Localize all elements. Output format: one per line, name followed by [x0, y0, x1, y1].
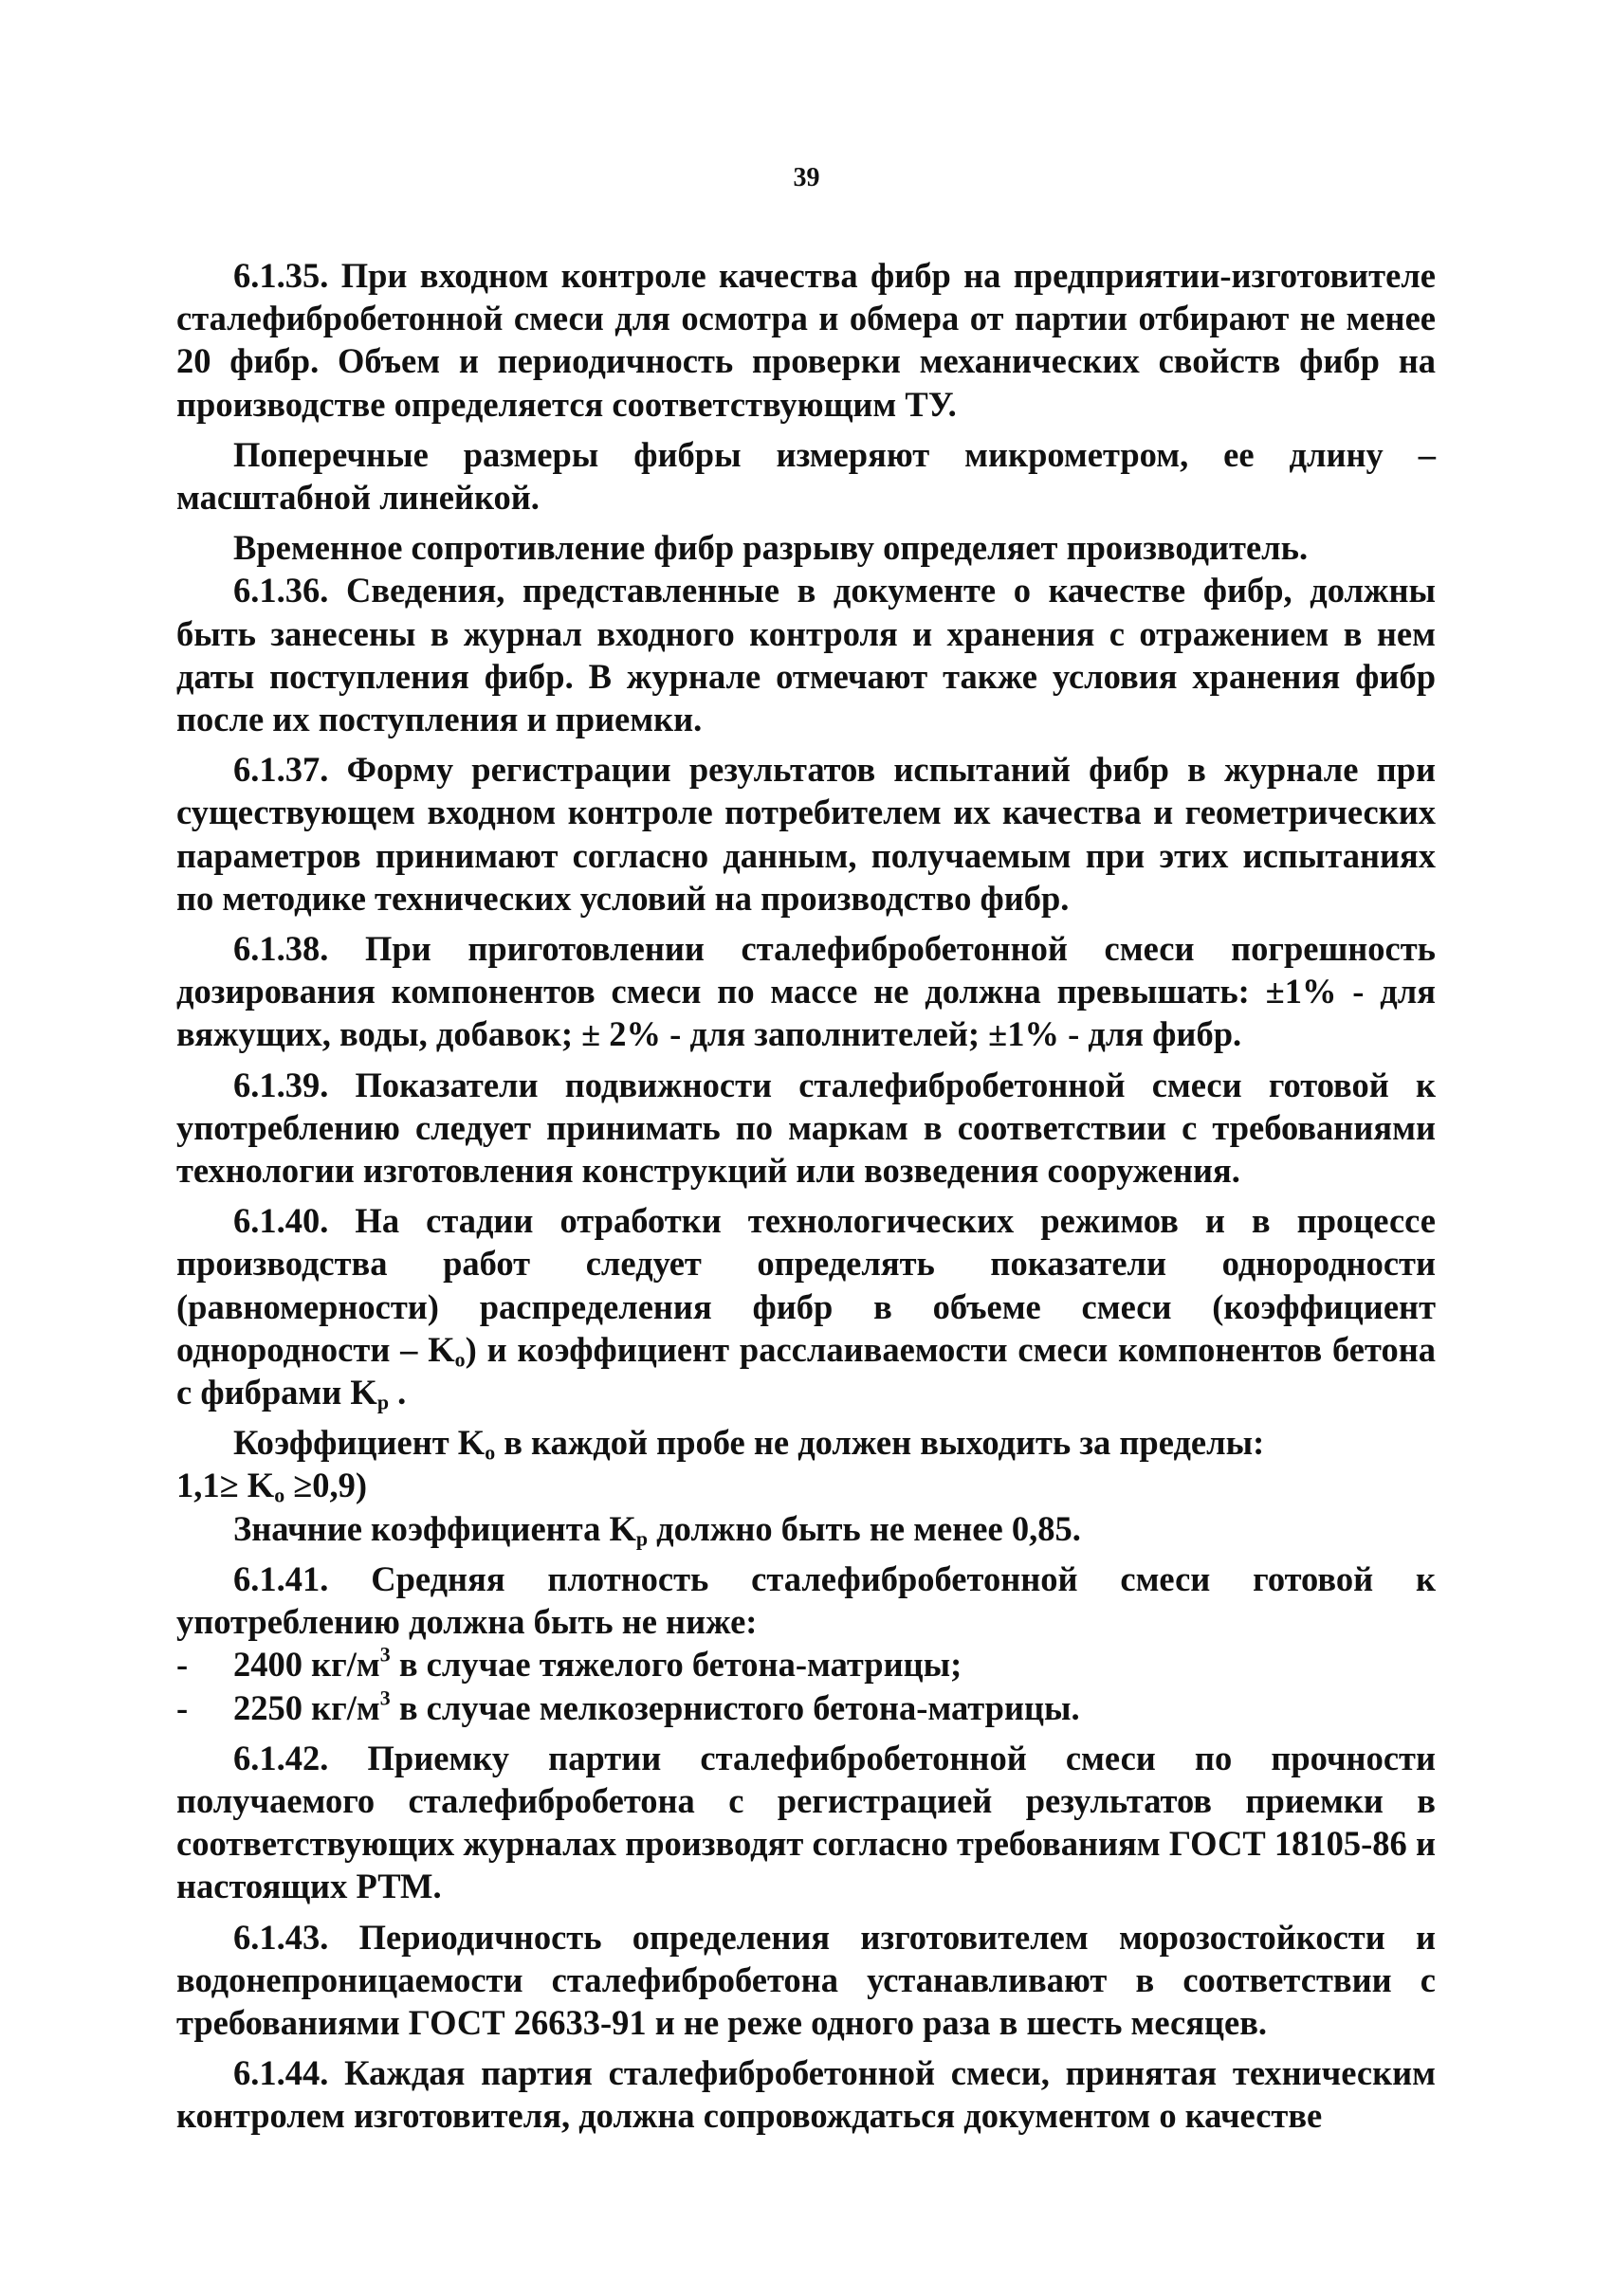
list-item-text: [233, 1643, 962, 1686]
list-item: [176, 1643, 1436, 1686]
superscript: 3: [379, 1642, 391, 1667]
text-segment: 1,1≥ K: [176, 1466, 275, 1505]
subscript: р: [376, 1390, 390, 1414]
paragraph-6-1-40: [176, 1199, 1436, 1413]
paragraph-kr-value: [176, 1507, 1436, 1550]
paragraph-6-1-39: 6.1.39. Показатели подвижности сталефибробетонной смеси готовой к употреблению следует принимать по маркам в соответствии с требованиями технологии изготовления конструкций или возведения сооружения.: [176, 1065, 1436, 1191]
page-number: 39: [793, 163, 820, 192]
paragraph-6-1-35: 6.1.35. При входном контроле качества фибр на предприятии-изготовителе сталефибробетонной смеси для осмотра и обмера от партии отбирают не менее 20 фибр. Объем и периодичность проверки механических свойств фибр на производстве определяется соответствующим ТУ.: [176, 256, 1436, 424]
paragraph-6-1-36: 6.1.36. Сведения, представленные в документе о качестве фибр, должны быть занесены в журнал входного контроля и хранения с отражением в нем даты поступления фибр. В журнале отмечают также условия хранения фибр после их поступления и приемки.: [176, 571, 1436, 739]
text-segment: должно быть не менее 0,85.: [648, 1508, 1081, 1548]
text-segment: 2400 кг/м: [233, 1645, 380, 1685]
subscript: о: [485, 1440, 496, 1465]
text-segment: ≥0,9): [284, 1466, 368, 1505]
formula-ko-range: [176, 1464, 1436, 1506]
list-item-text: [233, 1686, 1080, 1729]
list-item: [176, 1686, 1436, 1729]
superscript: 3: [379, 1686, 391, 1710]
paragraph-6-1-41: 6.1.41. Средняя плотность сталефибробетонной смеси готовой к употреблению должна быть не ниже:: [176, 1558, 1436, 1642]
text-segment: в случае мелкозернистого бетона-матрицы.: [390, 1687, 1080, 1727]
subscript: о: [274, 1483, 285, 1507]
text-segment: .: [389, 1373, 407, 1412]
document-body: [176, 254, 1436, 2138]
text-segment: Коэффициент K: [233, 1423, 486, 1463]
text-segment: в каждой пробе не должен выходить за пределы:: [495, 1423, 1265, 1463]
text-segment: 2250 кг/м: [233, 1687, 380, 1727]
subscript: о: [454, 1347, 466, 1372]
text-segment: 6.1.40. На стадии отработки технологических режимов и в процессе производства работ следует определять показатели однородности (равномерности) распределения фибр в объеме смеси (коэффициент однородности – K: [176, 1201, 1436, 1369]
paragraph-6-1-42: 6.1.42. Приемку партии сталефибробетонной смеси по прочности получаемого сталефибробетона с регистрацией результатов приемки в соответствующих журналах производят согласно требованиям ГОСТ 18105-86 и настоящих РТМ.: [176, 1738, 1436, 1906]
list-dash: -: [176, 1687, 189, 1727]
paragraph-fiber-dimensions: Поперечные размеры фибры измеряют микрометром, ее длину – масштабной линейкой.: [176, 434, 1436, 518]
list-dash: -: [176, 1645, 189, 1685]
paragraph-6-1-44: 6.1.44. Каждая партия сталефибробетонной смеси, принятая техническим контролем изготовителя, должна сопровождаться документом о качестве: [176, 2053, 1436, 2136]
text-segment: в случае тяжелого бетона-матрицы;: [390, 1645, 962, 1685]
paragraph-tensile-strength: Временное сопротивление фибр разрыву определяет производитель.: [233, 528, 1309, 568]
text-segment: ) и коэффициент расслаиваемости смеси компонентов бетона с фибрами K: [176, 1329, 1436, 1412]
paragraph-6-1-37: 6.1.37. Форму регистрации результатов испытаний фибр в журнале при существующем входном контроле потребителем их качества и геометрических параметров принимают согласно данным, получаемым при этих испытаниях по методике технических условий на производство фибр.: [176, 750, 1436, 918]
subscript: р: [635, 1526, 649, 1551]
text-segment: Значние коэффициента K: [233, 1508, 636, 1548]
paragraph-ko-limits: [176, 1421, 1436, 1464]
paragraph-6-1-43: 6.1.43. Периодичность определения изготовителем морозостойкости и водонепроницаемости сталефибробетона устанавливают в соответствии с требованиями ГОСТ 26633-91 и не реже одного раза в шесть месяцев.: [176, 1917, 1436, 2042]
paragraph-6-1-38: 6.1.38. При приготовлении сталефибробетонной смеси погрешность дозирования компонентов смеси по массе не должна превышать: ±1% - для вяжущих, воды, добавок; ± 2% - для заполнителей; ±1% - для фибр.: [176, 929, 1436, 1054]
